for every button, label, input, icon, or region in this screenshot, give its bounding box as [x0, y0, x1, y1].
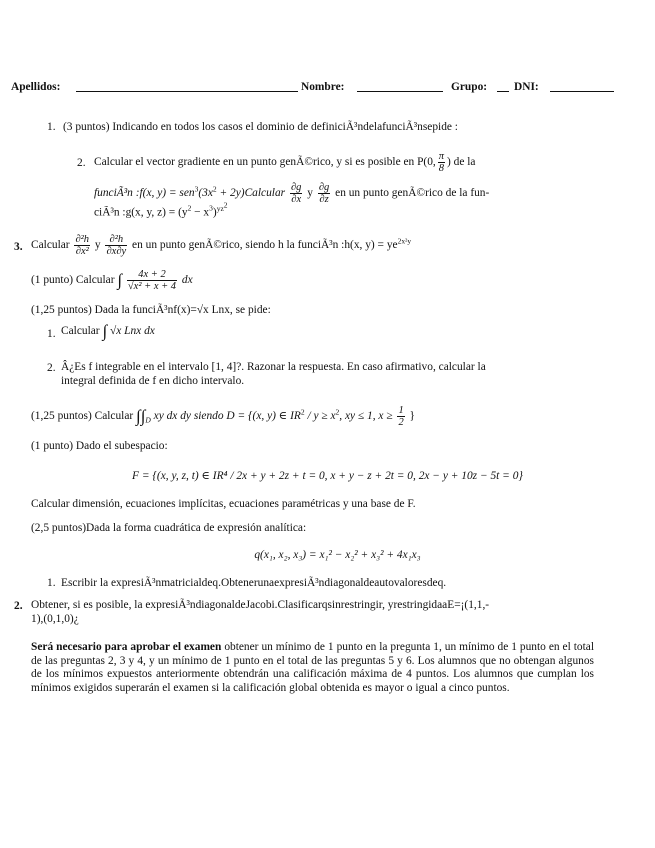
- q3-text: Calcular $\frac{\text{∂²h}}{\text{∂x²}}$ y $\frac{\text{∂²h}}{\partial x\partial y}$ en un punto genÃ©rico, siendo h la funciÃ³n :h(x, $y) = ye^{2x^2y}$: [31, 234, 412, 257]
- q5-1-number: 1.: [47, 328, 56, 340]
- apellidos-field[interactable]: [76, 91, 298, 92]
- pi-over-8-fraction: $\frac{\pi}{8}$: [438, 151, 445, 174]
- exam-requirements-note: [31, 641, 594, 695]
- q8-formula: q(x₁, x₂, x₃) = x₁² − x₂² + x₃² + 4x₁x₃: [254, 549, 421, 561]
- q4-text: (1 punto) Calcular ∫ $\frac{4x + 2}{\text{√x² + x + 4}}$ dx: [31, 269, 193, 292]
- integrand-fraction: $\frac{4x + 2}{\text{√x² + x + 4}}$: [127, 269, 177, 292]
- q1-2-line1: Calcular el vector gradiente en un punto genÃ©rico, y si es posible en P(0, $\frac{\pi}{8}$ ) de la: [94, 151, 476, 174]
- q1-text: (3 puntos) Indicando en todos los casos el dominio de definiciÃ³ndelafunciÃ³nsepide :: [63, 121, 458, 133]
- q5-2-number: 2.: [47, 362, 56, 374]
- q3-number: 3.: [14, 241, 23, 253]
- q1-2-line2: funciÃ³n :f(x, $y) = sen^3(3x^2$ + 2y)Calcular $\frac{\partial g}{\partial x}$ y $\frac{\partial g}{\partial z}$ en un punto genÃ©rico de la fun-: [94, 182, 490, 205]
- nombre-label: Nombre:: [301, 81, 345, 93]
- requirements-lead: Será necesario para aprobar el examen: [31, 641, 222, 653]
- one-half-fraction: $\frac{1}{2}$: [398, 405, 404, 428]
- dg-dx-fraction: $\frac{\partial g}{\partial x}$: [290, 182, 302, 205]
- d2h-dxdy-fraction: $\frac{\text{∂²h}}{\partial x\partial y}$: [106, 234, 127, 257]
- nombre-field[interactable]: [357, 91, 443, 92]
- grupo-field[interactable]: [497, 91, 509, 92]
- apellidos-label: Apellidos:: [11, 81, 61, 93]
- q5-1-text: Calcular ∫ √x Lnx dx: [61, 321, 155, 341]
- q8-1-text: Escribir la expresiÃ³nmatricialdeq.ObtenerunaexpresiÃ³ndiagonaldeautovaloresdeq.: [61, 577, 447, 589]
- q1-2-line3: ciÃ³n :g(x, y, $z) = (y^2 - x^3)^{yz^2}$: [94, 200, 228, 219]
- q8-text: (2,5 puntos)Dada la forma cuadrática de expresión analítica:: [31, 522, 307, 534]
- q1-2-number: 2.: [77, 157, 86, 169]
- grupo-label: Grupo:: [451, 81, 488, 93]
- q5-2-text: Â¿Es f integrable en el intervalo [1, 4]?. Razonar la respuesta. En caso afirmativo, calcular la integral definida de f en dicho intervalo.: [61, 361, 486, 387]
- q6-text: (1,25 puntos) Calcular $\int\int_D$ xy dx dy siendo D = {(x, y) ∈ $IR^2 / y \ge x^2$, xy ≤ 1, x ≥ $\frac{1}{2}$ }: [31, 405, 416, 428]
- q5-text: (1,25 puntos) Dada la funciÃ³nf(x)=√x Lnx, se pide:: [31, 304, 271, 316]
- q8-2-text: Obtener, si es posible, la expresiÃ³ndiagonaldeJacobi.Clasificarqsinrestringir, yrestringidaaE=¡(1,1,- 1),(0,1,0)¿: [31, 599, 490, 625]
- q7-follow-up: Calcular dimensión, ecuaciones implícitas, ecuaciones paramétricas y una base de F.: [31, 498, 416, 510]
- dg-dz-fraction: $\frac{\partial g}{\partial z}$: [318, 182, 330, 205]
- q7-formula: F = {(x, y, z, t) ∈ IR⁴ / 2x + y + 2z + t = 0, x + y − z + 2t = 0, 2x − y + 10z − 5t = 0}: [132, 470, 523, 482]
- requirements-body: obtener un mínimo de 1 punto en la pregunta 1, un mínimo de 1 punto en el total de las preguntas 2, 3 y 4, y un mínimo de 1 punto en el total de las preguntas 5 y 6. Los alumnos que no obtengan algunos de los mínimos expuestos anteriormente obtendrán una calificación máxima de 4 puntos. Los alumnos que cumplan los mínimos exigidos superarán el examen si la calificación global obtenida es mayor o igual a cinco puntos.: [31, 641, 594, 694]
- q8-1-number: 1.: [47, 577, 56, 589]
- q8-2-number: 2.: [14, 600, 23, 612]
- dni-field[interactable]: [550, 91, 614, 92]
- q7-text: (1 punto) Dado el subespacio:: [31, 440, 168, 452]
- dni-label: DNI:: [514, 81, 539, 93]
- d2h-dx2-fraction: $\frac{\text{∂²h}}{\text{∂x²}}$: [75, 234, 90, 257]
- q1-number: 1.: [47, 121, 56, 133]
